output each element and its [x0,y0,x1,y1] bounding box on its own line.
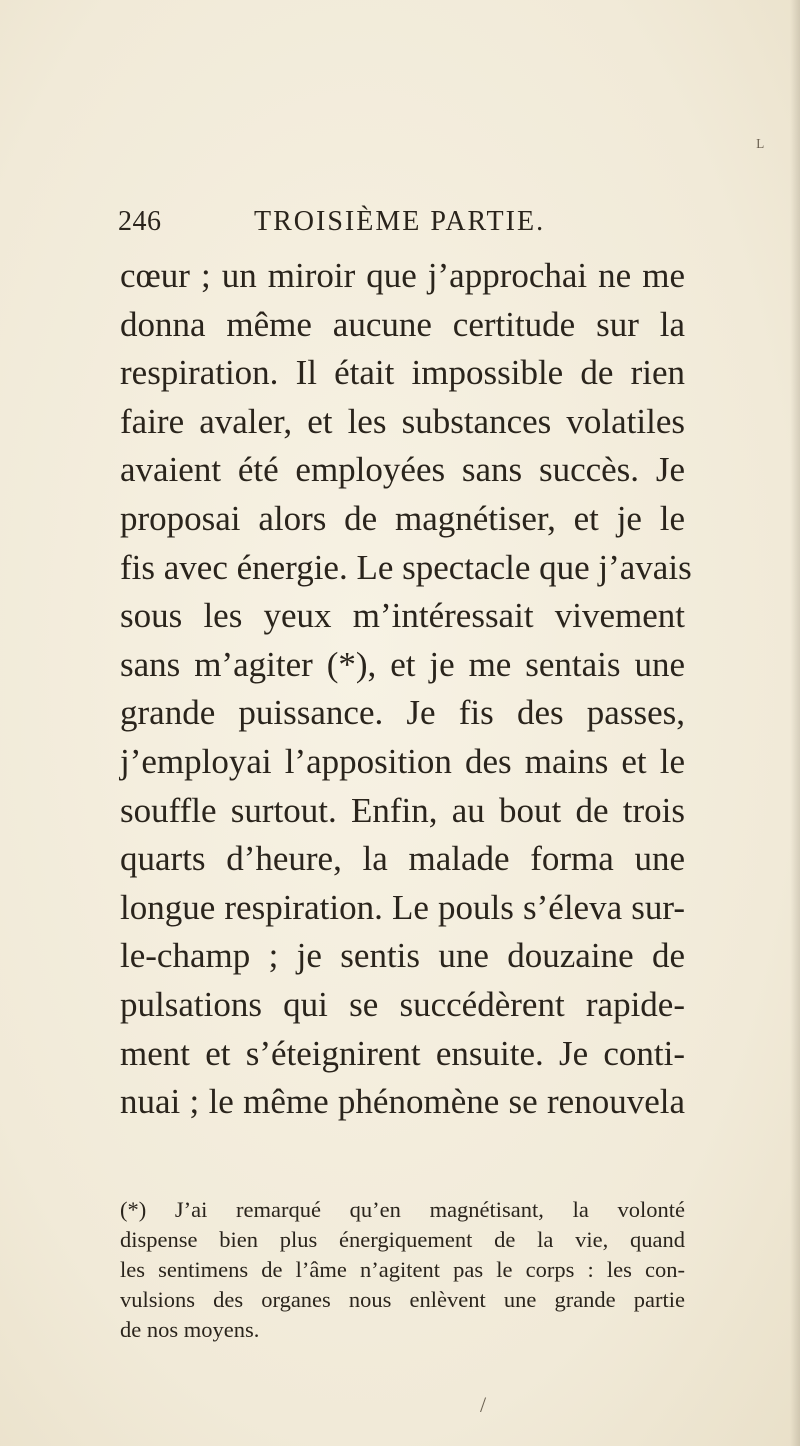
stray-mark-top: ᴸ [756,134,765,159]
page-header [118,206,698,246]
body-line: pulsations qui se succédèrent rapide- [120,984,685,1024]
body-line: proposai alors de magnétiser, et je le [120,498,685,538]
body-line: ment et s’éteignirent ensuite. Je conti- [120,1033,685,1073]
body-line: respiration. Il était impossible de rien [120,353,685,393]
body-line: souffle surtout. Enfin, au bout de trois [120,790,685,830]
body-line: avaient été employées sans succès. Je [120,450,685,490]
footnote-line: dispense bien plus énergiquement de la vie, quand [120,1227,685,1252]
body-line: fis avec énergie. Le spectacle que j’avais [120,547,692,587]
body-line: quarts d’heure, la malade forma une [120,839,685,879]
body-line: sous les yeux m’intéressait vivement [120,596,685,636]
body-line: j’employai l’apposition des mains et le [120,741,685,781]
body-line: sans m’agiter (*), et je me sentais une [120,644,685,684]
footnote [120,1195,685,1345]
body-line: faire avaler, et les substances volatiles [120,401,685,441]
running-head: TROISIÈME PARTIE. [254,206,546,237]
page-number: 246 [118,206,162,237]
body-line: longue respiration. Le pouls s’éleva sur- [120,887,685,927]
body-line: le-champ ; je sentis une douzaine de [120,936,685,976]
footnote-line: de nos moyens. [120,1317,260,1342]
body-line: grande puissance. Je fis des passes, [120,693,685,733]
footnote-line: vulsions des organes nous enlèvent une grande partie [120,1287,685,1312]
body-line: nuai ; le même phénomène se renouvela [120,1082,685,1122]
body-line: cœur ; un miroir que j’approchai ne me [120,256,685,295]
footnote-line: les sentimens de l’âme n’agitent pas le corps : les con- [120,1257,685,1282]
page-edge-shadow [790,0,800,1446]
body-line: donna même aucune certitude sur la [120,304,685,344]
stray-mark-bottom: / [480,1392,487,1417]
footnote-line: (*) J’ai remarqué qu’en magnétisant, la volonté [120,1197,685,1222]
body-text [120,252,692,1127]
